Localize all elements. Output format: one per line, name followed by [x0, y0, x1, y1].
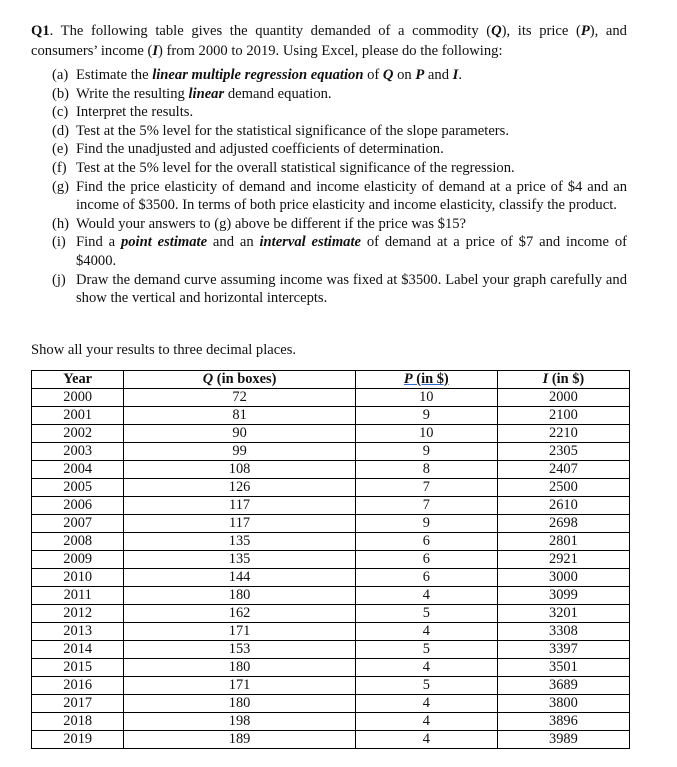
var-p: P	[580, 23, 590, 39]
cell-year: 2007	[32, 515, 124, 533]
cell-p: 7	[355, 497, 497, 515]
cell-q: 99	[124, 443, 355, 461]
cell-i: 2100	[497, 407, 629, 425]
task-item	[52, 122, 627, 141]
table-row	[32, 641, 630, 659]
table-row	[32, 551, 630, 569]
cell-q: 189	[124, 731, 355, 749]
cell-q: 180	[124, 659, 355, 677]
task-text: Draw the demand curve assuming income was fixed at $3500. Label your graph carefully and show the vertical and horizontal intercepts.	[76, 271, 627, 307]
task-text: linear	[188, 85, 225, 102]
cell-p: 9	[355, 443, 497, 461]
cell-p: 10	[355, 425, 497, 443]
task-text: Find the price elasticity of demand and income elasticity of demand at a price of $4 and an income of $3500. In terms of both price elasticity and income elasticity, classify the product.	[76, 178, 627, 214]
task-item	[52, 233, 627, 270]
data-table	[31, 370, 630, 749]
intro-text: ), its price (	[501, 23, 581, 39]
question-number: Q1	[31, 23, 50, 39]
cell-year: 2002	[32, 425, 124, 443]
task-text: .	[458, 67, 462, 83]
table-row	[32, 605, 630, 623]
cell-year: 2014	[32, 641, 124, 659]
cell-i: 3501	[497, 659, 629, 677]
cell-year: 2018	[32, 713, 124, 731]
header-var: Q	[202, 371, 214, 387]
task-item	[52, 85, 627, 104]
cell-q: 144	[124, 569, 355, 587]
intro-text: . The following table gives the quantity demanded of a commodity (	[49, 23, 492, 39]
cell-q: 72	[124, 389, 355, 407]
task-text: Estimate the	[76, 67, 153, 83]
cell-i: 3896	[497, 713, 629, 731]
cell-i: 2000	[497, 389, 629, 407]
table-row	[32, 677, 630, 695]
task-text: Find the unadjusted and adjusted coefficients of determination.	[76, 141, 444, 158]
task-text: Would your answers to (g) above be different if the price was $15?	[76, 215, 467, 232]
task-item	[52, 66, 627, 85]
cell-i: 3000	[497, 569, 629, 587]
task-text: Interpret the results.	[76, 104, 194, 121]
cell-p: 5	[355, 677, 497, 695]
cell-i: 3099	[497, 587, 629, 605]
table-row	[32, 389, 630, 407]
var-i: I	[152, 43, 158, 59]
task-item	[52, 103, 627, 122]
cell-year: 2012	[32, 605, 124, 623]
cell-p: 9	[355, 515, 497, 533]
cell-i: 2698	[497, 515, 629, 533]
table-row	[32, 569, 630, 587]
cell-p: 4	[355, 695, 497, 713]
task-text: point estimate	[120, 234, 208, 251]
task-item	[52, 140, 627, 159]
cell-q: 180	[124, 695, 355, 713]
header-unit: (in $)	[548, 371, 585, 387]
cell-q: 81	[124, 407, 355, 425]
table-row	[32, 533, 630, 551]
cell-year: 2009	[32, 551, 124, 569]
instruction-note: Show all your results to three decimal places.	[31, 342, 297, 358]
table-row	[32, 479, 630, 497]
table-row	[32, 407, 630, 425]
task-text: and	[424, 67, 453, 83]
cell-i: 2500	[497, 479, 629, 497]
table-row	[32, 713, 630, 731]
task-item	[52, 271, 627, 308]
cell-i: 2305	[497, 443, 629, 461]
cell-p: 4	[355, 623, 497, 641]
cell-year: 2019	[32, 731, 124, 749]
header-unit: (in $)	[412, 371, 449, 387]
cell-p: 6	[355, 569, 497, 587]
cell-year: 2011	[32, 587, 124, 605]
header-q	[124, 371, 355, 389]
cell-p: 4	[355, 731, 497, 749]
intro-text: ), and consumers’ income (	[31, 23, 627, 59]
task-item	[52, 159, 627, 178]
task-item	[52, 178, 627, 215]
cell-i: 2921	[497, 551, 629, 569]
task-label: (c)	[52, 104, 69, 121]
cell-year: 2000	[32, 389, 124, 407]
task-text: Test at the 5% level for the overall statistical significance of the regression.	[76, 159, 515, 176]
cell-year: 2017	[32, 695, 124, 713]
cell-p: 8	[355, 461, 497, 479]
cell-q: 135	[124, 533, 355, 551]
task-label: (a)	[52, 67, 69, 83]
cell-i: 2610	[497, 497, 629, 515]
table-row	[32, 515, 630, 533]
header-var: I	[542, 371, 549, 387]
cell-year: 2003	[32, 443, 124, 461]
task-text: linear multiple regression equation	[152, 67, 364, 83]
task-label: (d)	[52, 122, 70, 139]
cell-q: 180	[124, 587, 355, 605]
task-label: (i)	[52, 234, 66, 251]
task-item	[52, 215, 627, 234]
table-row	[32, 695, 630, 713]
cell-year: 2015	[32, 659, 124, 677]
cell-q: 162	[124, 605, 355, 623]
cell-year: 2013	[32, 623, 124, 641]
table-row	[32, 425, 630, 443]
cell-q: 198	[124, 713, 355, 731]
cell-q: 108	[124, 461, 355, 479]
intro-text: ) from 2000 to 2019. Using Excel, please do the following:	[158, 43, 503, 59]
task-label: (f)	[52, 159, 67, 176]
cell-i: 2801	[497, 533, 629, 551]
cell-p: 6	[355, 551, 497, 569]
question-intro	[31, 21, 627, 61]
header-year: Year	[32, 371, 124, 389]
cell-i: 3397	[497, 641, 629, 659]
cell-q: 117	[124, 515, 355, 533]
task-text: Write the resulting	[76, 85, 189, 102]
task-label: (b)	[52, 85, 70, 102]
table-row	[32, 731, 630, 749]
cell-q: 171	[124, 677, 355, 695]
task-label: (j)	[52, 271, 66, 288]
cell-p: 4	[355, 587, 497, 605]
cell-year: 2010	[32, 569, 124, 587]
cell-q: 90	[124, 425, 355, 443]
cell-q: 135	[124, 551, 355, 569]
task-text: Find a	[76, 234, 121, 251]
task-label: (g)	[52, 178, 70, 195]
task-text: P	[415, 67, 425, 83]
cell-i: 3800	[497, 695, 629, 713]
cell-p: 6	[355, 533, 497, 551]
table-row	[32, 587, 630, 605]
cell-year: 2005	[32, 479, 124, 497]
cell-year: 2016	[32, 677, 124, 695]
header-p	[355, 371, 497, 389]
task-label: (e)	[52, 141, 69, 158]
cell-i: 3989	[497, 731, 629, 749]
header-var: P	[403, 371, 413, 387]
cell-p: 4	[355, 713, 497, 731]
cell-year: 2006	[32, 497, 124, 515]
cell-p: 5	[355, 641, 497, 659]
cell-q: 153	[124, 641, 355, 659]
task-text: Test at the 5% level for the statistical significance of the slope parameters.	[76, 122, 509, 139]
task-list	[52, 66, 627, 308]
cell-year: 2008	[32, 533, 124, 551]
cell-p: 9	[355, 407, 497, 425]
cell-i: 3201	[497, 605, 629, 623]
cell-i: 3308	[497, 623, 629, 641]
table-row	[32, 461, 630, 479]
task-text: of demand at a price of $7 and income of $4000.	[76, 234, 627, 269]
table-row	[32, 497, 630, 515]
task-text: on	[393, 67, 416, 83]
header-unit: (in boxes)	[213, 371, 277, 387]
cell-year: 2001	[32, 407, 124, 425]
task-text: interval estimate	[259, 234, 361, 251]
var-q: Q	[491, 23, 502, 39]
cell-q: 117	[124, 497, 355, 515]
cell-p: 7	[355, 479, 497, 497]
cell-p: 5	[355, 605, 497, 623]
table-row	[32, 443, 630, 461]
cell-i: 2210	[497, 425, 629, 443]
task-text: demand equation.	[224, 85, 332, 102]
table-header-row	[32, 371, 630, 389]
task-label: (h)	[52, 215, 70, 232]
task-text: and an	[207, 234, 260, 251]
task-text: Q	[382, 67, 394, 83]
task-text: I	[452, 67, 459, 83]
table-row	[32, 659, 630, 677]
cell-p: 4	[355, 659, 497, 677]
cell-p: 10	[355, 389, 497, 407]
header-i	[497, 371, 629, 389]
cell-i: 3689	[497, 677, 629, 695]
table-row	[32, 623, 630, 641]
cell-q: 171	[124, 623, 355, 641]
cell-i: 2407	[497, 461, 629, 479]
cell-q: 126	[124, 479, 355, 497]
task-text: of	[363, 67, 383, 83]
cell-year: 2004	[32, 461, 124, 479]
